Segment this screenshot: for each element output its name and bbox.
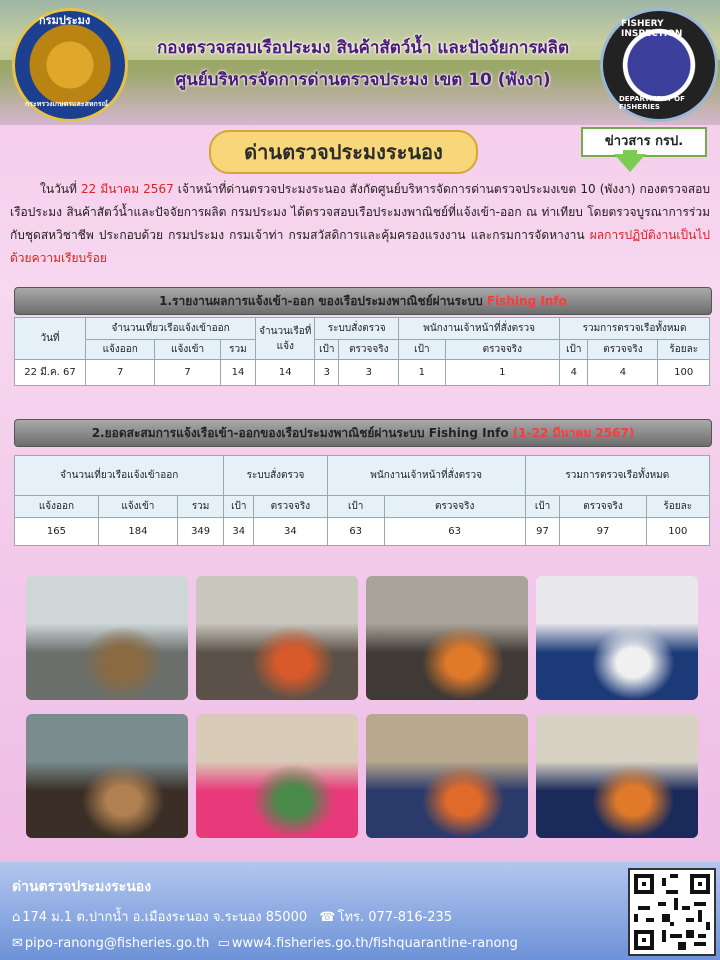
- phone-icon: ☎: [319, 910, 336, 925]
- section-2-title: 2.ยอดสะสมการแจ้งเรือเข้า-ออกของเรือประมงพาณิชย์ผ่านระบบ Fishing Info: [91, 426, 513, 440]
- section-1-title: 1.รายงานผลการแจ้งเข้า-ออก ของเรือประมงพาณิชย์ผ่านระบบ: [159, 294, 487, 308]
- cell-ordered-actual: 34: [254, 518, 328, 546]
- cell-percent: 100: [646, 518, 709, 546]
- table-row: [15, 360, 710, 386]
- th-trips: จำนวนเที่ยวเรือแจ้งเข้าออก: [15, 456, 224, 496]
- photo-document-check: [536, 576, 698, 700]
- para-date: 22 มีนาคม 2567: [80, 182, 174, 196]
- cell-total: 14: [220, 360, 256, 386]
- th-all: รวมการตรวจเรือทั้งหมด: [525, 456, 709, 496]
- cell-date: 22 มี.ค. 67: [15, 360, 86, 386]
- cell-ordered-target: 34: [224, 518, 254, 546]
- para-part-2: เจ้าหน้าที่ด่านตรวจประมงระนอง สังกัดศูนย์บริหารจัดการด่านตรวจประมงเขต 10 (พังงา) กองตรวจสอบเรือประมง สินค้าสัตว์น้ำและปัจจัยการผลิต กรมประมง ได้ตรวจสอบเรือประมงพาณิชย์ที่แจ้งเข้า-ออก ณ ท่าเทียบ โดยตรวจบูรณาการร่วมกับชุดสหวิชาชีพ ประกอบด้วย กรมประมง กรมเจ้าท่า กรมสวัสดิการและคุ้มครองแรงงาน และกรมการจัดหางาน: [10, 182, 710, 242]
- th-ordered-actual: ตรวจจริง: [254, 496, 328, 518]
- news-badge: ข่าวสาร กรป.: [581, 127, 707, 157]
- location-icon: ⌂: [12, 910, 21, 925]
- cell-in: 7: [155, 360, 220, 386]
- footer-address-line: [12, 906, 452, 927]
- cell-all-target: 4: [560, 360, 588, 386]
- th-in: แจ้งเข้า: [155, 340, 220, 360]
- left-seal-bottom-text: กระทรวงเกษตรและสหกรณ์: [25, 100, 108, 108]
- cell-staff-actual: 1: [445, 360, 560, 386]
- th-ordered-actual: ตรวจจริง: [339, 340, 399, 360]
- cumulative-report-table: [14, 455, 710, 546]
- header-banner: [0, 0, 720, 125]
- cell-in: 184: [98, 518, 177, 546]
- th-staff-target: เป้า: [399, 340, 445, 360]
- footer-phone: โทร. 077-816-235: [337, 910, 453, 925]
- th-staff-target: เป้า: [327, 496, 384, 518]
- section-2-title-bar: [14, 419, 712, 447]
- left-seal-top-text: กรมประมง: [39, 14, 91, 27]
- photo-inspection-team: [366, 576, 528, 700]
- th-staff-actual: ตรวจจริง: [445, 340, 560, 360]
- cell-staff-target: 63: [327, 518, 384, 546]
- th-out: แจ้งออก: [86, 340, 155, 360]
- th-all-target: เป้า: [525, 496, 560, 518]
- computer-icon: ▭: [217, 936, 230, 951]
- photo-fish-baskets: [196, 714, 358, 838]
- th-total: รวม: [177, 496, 224, 518]
- section-1-title-red: Fishing Info: [486, 294, 567, 308]
- footer-website[interactable]: www4.fisheries.go.th/fishquarantine-ranong: [231, 936, 518, 951]
- daily-report-table: [14, 317, 710, 386]
- photo-fishing-nets: [26, 714, 188, 838]
- footer-station-name: ด่านตรวจประมงระนอง: [12, 879, 152, 895]
- th-out: แจ้งออก: [15, 496, 99, 518]
- email-icon: ✉: [12, 936, 23, 951]
- th-ordered-target: เป้า: [315, 340, 339, 360]
- th-total: รวม: [220, 340, 256, 360]
- fisheries-seal-left-icon: [12, 8, 128, 122]
- news-paragraph: [10, 178, 710, 270]
- th-percent: ร้อยละ: [658, 340, 710, 360]
- para-result: ผลการปฏิบัติงานเป็นไปด้วยความเรียบร้อย: [10, 228, 710, 265]
- footer: [0, 862, 720, 960]
- th-all: รวมการตรวจเรือทั้งหมด: [560, 318, 710, 340]
- table-row: [15, 518, 710, 546]
- th-staff: พนักงานเจ้าหน้าที่สั่งตรวจ: [327, 456, 525, 496]
- cell-all-actual: 97: [560, 518, 646, 546]
- th-ordered: ระบบสั่งตรวจ: [224, 456, 327, 496]
- section-1-title-bar: [14, 287, 712, 315]
- cell-out: 165: [15, 518, 99, 546]
- th-boats: จำนวนเรือที่แจ้ง: [256, 318, 315, 360]
- cell-all-target: 97: [525, 518, 560, 546]
- photo-harbor-boats: [26, 576, 188, 700]
- th-staff-actual: ตรวจจริง: [384, 496, 525, 518]
- header-line-1: กองตรวจสอบเรือประมง สินค้าสัตว์น้ำ และปัจจัยการผลิต: [156, 38, 570, 58]
- th-all-target: เป้า: [560, 340, 588, 360]
- cell-ordered-actual: 3: [339, 360, 399, 386]
- th-all-actual: ตรวจจริง: [560, 496, 646, 518]
- th-all-actual: ตรวจจริง: [588, 340, 658, 360]
- th-date: วันที่: [15, 318, 86, 360]
- cell-out: 7: [86, 360, 155, 386]
- header-line-2: ศูนย์บริหารจัดการด่านตรวจประมง เขต 10 (พังงา): [175, 70, 551, 90]
- th-trips: จำนวนเที่ยวเรือแจ้งเข้าออก: [86, 318, 256, 340]
- cell-boats: 14: [256, 360, 315, 386]
- footer-address: 174 ม.1 ต.ปากน้ำ อ.เมืองระนอง จ.ระนอง 85000: [22, 910, 308, 925]
- photo-paperwork: [536, 714, 698, 838]
- cell-ordered-target: 3: [315, 360, 339, 386]
- photo-crew-inspection: [366, 714, 528, 838]
- section-2-title-red: (1-22 มีนาคม 2567): [512, 426, 635, 440]
- footer-contact-line: [12, 936, 518, 951]
- th-ordered-target: เป้า: [224, 496, 254, 518]
- fishery-inspection-seal-icon: [600, 8, 718, 122]
- cell-percent: 100: [658, 360, 710, 386]
- th-percent: ร้อยละ: [646, 496, 709, 518]
- photo-gallery: [0, 572, 720, 842]
- photo-group-briefing: [196, 576, 358, 700]
- qr-code-icon[interactable]: [628, 868, 716, 956]
- cell-all-actual: 4: [588, 360, 658, 386]
- th-staff: พนักงานเจ้าหน้าที่สั่งตรวจ: [399, 318, 560, 340]
- th-in: แจ้งเข้า: [98, 496, 177, 518]
- footer-email[interactable]: pipo-ranong@fisheries.go.th: [24, 936, 210, 951]
- th-ordered: ระบบสั่งตรวจ: [315, 318, 399, 340]
- para-part-1: ในวันที่: [40, 182, 81, 196]
- right-seal-top-text: FISHERY INSPECTION: [621, 19, 683, 39]
- page-title: ด่านตรวจประมงระนอง: [209, 130, 478, 174]
- arrow-down-icon: [614, 154, 646, 172]
- right-seal-bottom-text: DEPARTMENT OF FISHERIES: [619, 95, 685, 111]
- cell-total: 349: [177, 518, 224, 546]
- cell-staff-actual: 63: [384, 518, 525, 546]
- cell-staff-target: 1: [399, 360, 445, 386]
